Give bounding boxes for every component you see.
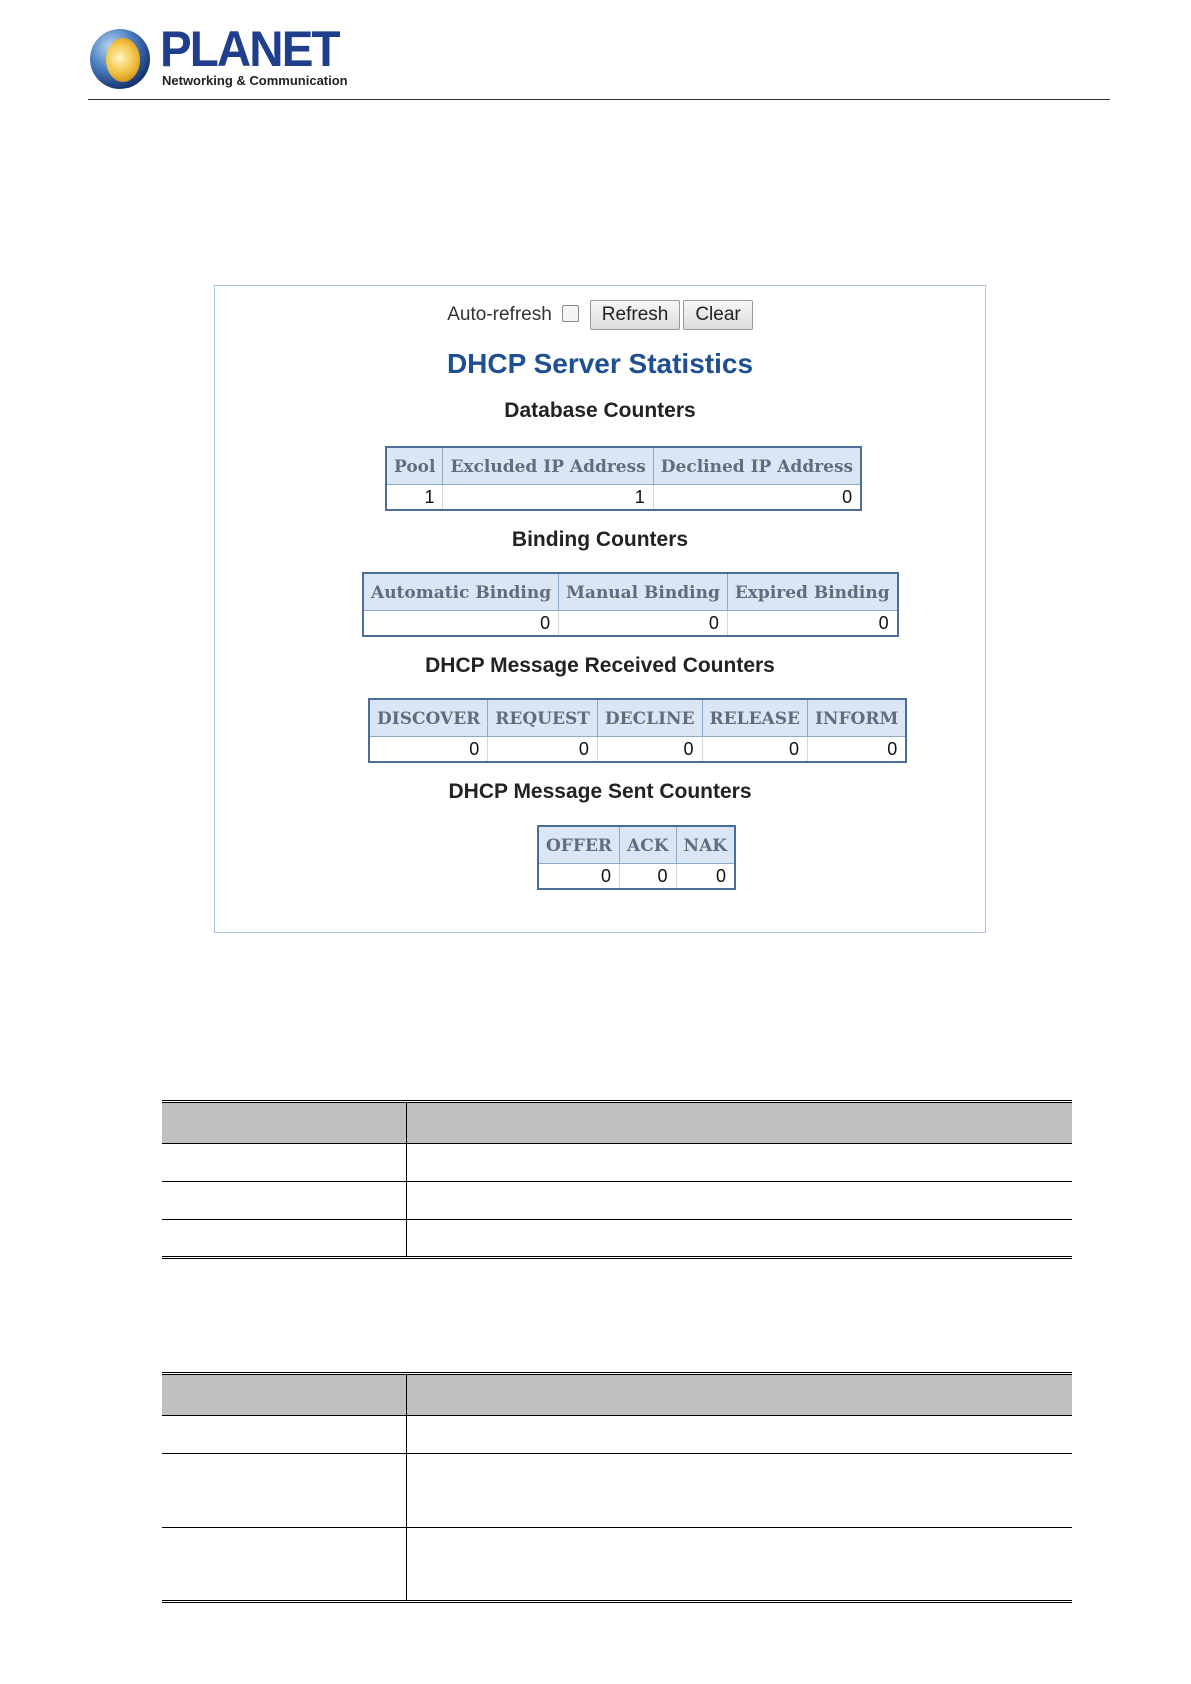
auto-refresh-label: Auto-refresh bbox=[447, 304, 552, 325]
column-header: REQUEST bbox=[488, 699, 598, 737]
table-row bbox=[162, 1182, 1072, 1220]
table-row bbox=[162, 1416, 1072, 1454]
clear-button[interactable]: Clear bbox=[683, 300, 752, 330]
dhcp-statistics-screenshot bbox=[214, 285, 986, 933]
cell-value: 0 bbox=[807, 737, 906, 763]
page-title: DHCP Server Statistics bbox=[446, 348, 754, 379]
sent-heading: DHCP Message Sent Counters bbox=[448, 780, 752, 803]
cell-value: 1 bbox=[386, 485, 443, 511]
cell-value: 0 bbox=[620, 864, 677, 890]
column-header: RELEASE bbox=[702, 699, 807, 737]
received-heading: DHCP Message Received Counters bbox=[425, 654, 775, 677]
cell-value: 0 bbox=[727, 611, 897, 637]
header-divider bbox=[88, 99, 1110, 100]
description-table-2 bbox=[162, 1372, 1072, 1603]
binding-heading: Binding Counters bbox=[511, 528, 689, 551]
table-header-row bbox=[162, 1374, 1072, 1416]
description-table-1 bbox=[162, 1100, 1072, 1259]
table-row bbox=[162, 1220, 1072, 1258]
cell-value: 0 bbox=[702, 737, 807, 763]
column-header: Manual Binding bbox=[559, 573, 728, 611]
cell-value: 1 bbox=[443, 485, 653, 511]
cell-value: 0 bbox=[488, 737, 598, 763]
cell-value: 0 bbox=[597, 737, 702, 763]
column-header: ACK bbox=[620, 826, 677, 864]
received-table bbox=[368, 698, 907, 763]
table-header-row bbox=[162, 1102, 1072, 1144]
table-row bbox=[162, 1454, 1072, 1528]
cell-value: 0 bbox=[676, 864, 735, 890]
column-header: NAK bbox=[676, 826, 735, 864]
column-header: Automatic Binding bbox=[363, 573, 559, 611]
table-row bbox=[162, 1144, 1072, 1182]
logo-brand: PLANET bbox=[160, 21, 339, 77]
cell-value: 0 bbox=[538, 864, 620, 890]
sent-table bbox=[537, 825, 736, 890]
swoosh-icon bbox=[106, 38, 140, 82]
database-heading: Database Counters bbox=[504, 399, 696, 422]
toolbar bbox=[215, 300, 985, 330]
column-header: DECLINE bbox=[597, 699, 702, 737]
logo-tagline: Networking & Communication bbox=[162, 73, 348, 88]
column-header: Declined IP Address bbox=[653, 447, 861, 485]
column-header: Excluded IP Address bbox=[443, 447, 653, 485]
database-table bbox=[385, 446, 862, 511]
cell-value: 0 bbox=[653, 485, 861, 511]
table-row bbox=[162, 1528, 1072, 1602]
column-header: Expired Binding bbox=[727, 573, 897, 611]
cell-value: 0 bbox=[369, 737, 488, 763]
refresh-button[interactable]: Refresh bbox=[590, 300, 681, 330]
cell-value: 0 bbox=[559, 611, 728, 637]
planet-logo bbox=[90, 21, 350, 92]
binding-table bbox=[362, 572, 899, 637]
column-header: Pool bbox=[386, 447, 443, 485]
column-header: OFFER bbox=[538, 826, 620, 864]
column-header: DISCOVER bbox=[369, 699, 488, 737]
cell-value: 0 bbox=[363, 611, 559, 637]
column-header: INFORM bbox=[807, 699, 906, 737]
auto-refresh-checkbox[interactable] bbox=[562, 305, 579, 322]
